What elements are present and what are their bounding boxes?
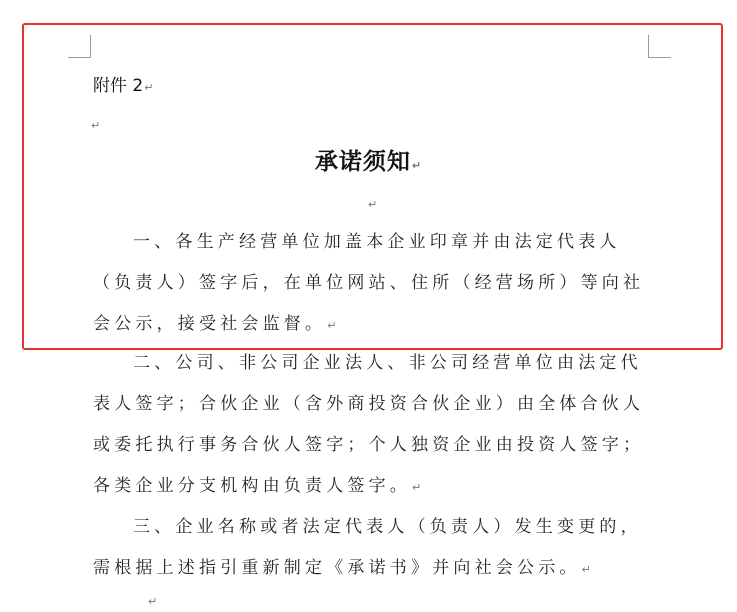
paragraph-line: 一、各生产经营单位加盖本企业印章并由法定代表人 — [133, 232, 621, 252]
paragraph-line: 需根据上述指引重新制定《承诺书》并向社会公示。↵ — [93, 558, 596, 578]
paragraph-line: 三、企业名称或者法定代表人（负责人）发生变更的， — [133, 517, 642, 537]
paragraph-line: （负责人）签字后，在单位网站、住所（经营场所）等向社 — [93, 273, 645, 293]
empty-paragraph-mark: ↵ — [148, 595, 158, 608]
highlight-box — [22, 23, 723, 350]
paragraph-line: 或委托执行事务合伙人签字；个人独资企业由投资人签字； — [93, 435, 645, 455]
paragraph-3 — [93, 507, 653, 590]
paragraph-2 — [93, 343, 653, 508]
paragraph-line: 会公示，接受社会监督。↵ — [93, 314, 341, 334]
empty-paragraph-mark: ↵ — [91, 119, 101, 132]
paragraph-line: 各类企业分支机构由负责人签字。↵ — [93, 476, 426, 496]
attachment-label: 附件 2↵ — [93, 76, 154, 96]
empty-paragraph-mark: ↵ — [368, 198, 378, 211]
paragraph-line: 二、公司、非公司企业法人、非公司经营单位由法定代 — [133, 353, 642, 373]
document-title: 承诺须知↵ — [314, 149, 423, 175]
paragraph-line: 表人签字；合伙企业（含外商投资合伙企业）由全体合伙人 — [93, 394, 645, 414]
